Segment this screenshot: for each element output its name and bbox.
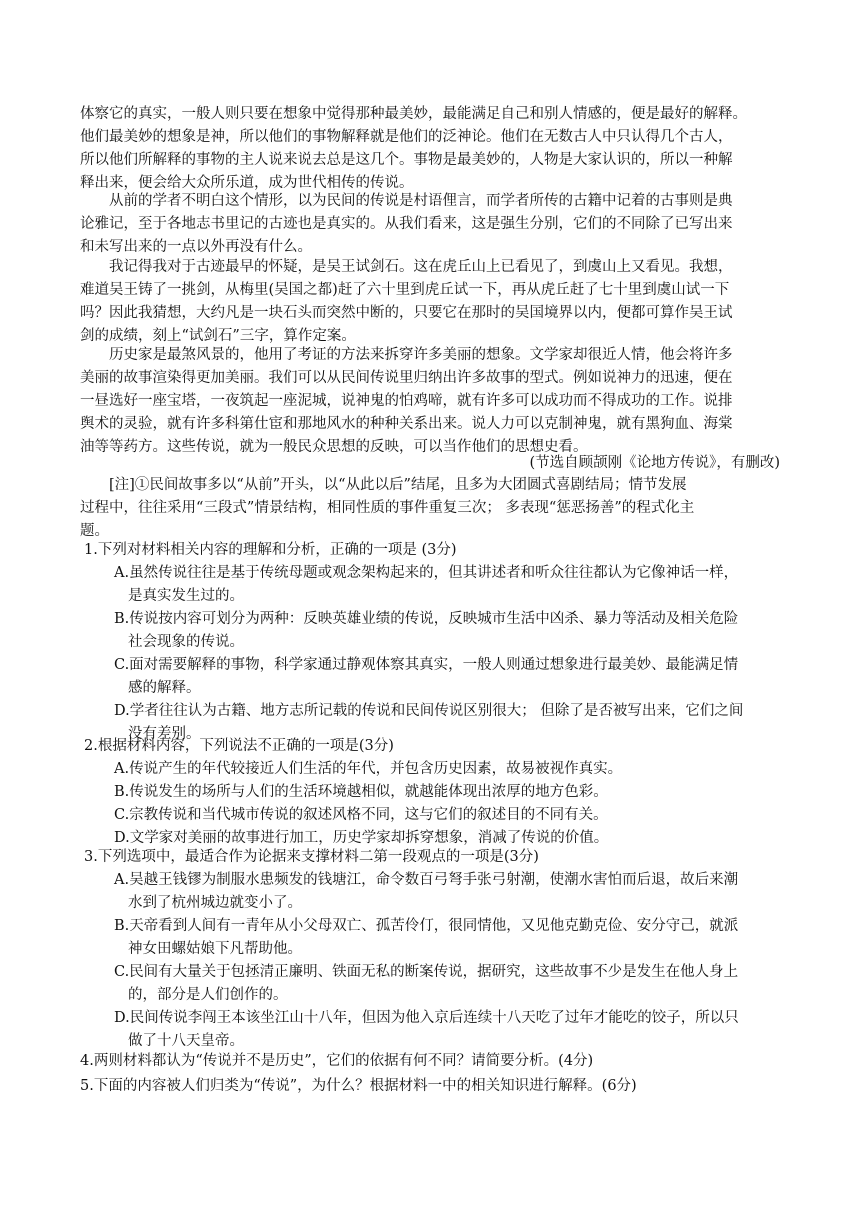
text-line: 所以他们所解释的事物的主人说来说去总是这几个。事物是最美妙的，人物是大家认识的，所以一种解 xyxy=(80,152,733,168)
option-text: C.民间有大量关于包拯清正廉明、铁面无私的断案传说，据研究，这些故事不少是发生在他人身上 xyxy=(114,964,739,980)
option-text: 社会现象的传说。 xyxy=(128,634,244,650)
text-line: 从前的学者不明白这个情形，以为民间的传说是村语俚言，而学者所传的古籍中记着的古事则是典 xyxy=(109,193,733,209)
option-text: 水到了杭州城边就变小了。 xyxy=(128,895,302,911)
passage-paragraph-1 xyxy=(80,103,780,195)
text-line: 体察它的真实，一般人则只要在想象中觉得那种最美妙，最能满足自己和别人情感的，便是最好的解释。 xyxy=(80,106,747,122)
text-line: 舆术的灵验，就有许多科第仕宦和那地风水的种种关系出来。说人力可以克制神鬼，就有黑狗血、海棠 xyxy=(80,416,733,432)
note-line: 过程中，往往采用“三段式”情景结构，相同性质的事件重复三次； 多表现“惩恶扬善”的程式化主 xyxy=(80,500,695,516)
text-line: 释出来，便会给大众所乐道，成为世代相传的传说。 xyxy=(80,175,414,191)
text-line: 难道吴王铸了一挑剑，从梅里(吴国之都)赶了六十里到虎丘试一下，再从虎丘赶了七十里到虞山试一下 xyxy=(80,282,730,298)
option-text: A.传说产生的年代较接近人们生活的年代，并包含历史因素，故易被视作真实。 xyxy=(114,761,623,777)
note-line: 题。 xyxy=(80,523,109,539)
question-5 xyxy=(80,1075,780,1098)
option-text: C.宗教传说和当代城市传说的叙述风格不同，这与它们的叙述目的不同有关。 xyxy=(114,807,608,823)
text-line: 油等等药方。这些传说，就为一般民众思想的反映，可以当作他们的思想史看。 xyxy=(80,439,588,455)
passage-note xyxy=(80,474,780,543)
passage-paragraph-4 xyxy=(80,344,780,459)
option-text: A.虽然传说往往是基于传统母题或观念架构起来的，但其讲述者和听众往往都认为它像神话一样， xyxy=(114,565,739,581)
text-line: 美丽的故事渲染得更加美丽。我们可以从民间传说里归纳出许多故事的型式。例如说神力的迅速，便在 xyxy=(80,370,733,386)
option-text: D.学者往往认为古籍、地方志所记载的传说和民间传说区别很大； 但除了是否被写出来，它们之间 xyxy=(114,703,744,719)
text-line: 和未写出来的一点以外再没有什么。 xyxy=(80,239,312,255)
option-text: B.天帝看到人间有一青年从小父母双亡、孤苦伶仃，很同情他，又见他克勤克俭、安分守己，就派 xyxy=(114,918,739,934)
text-line: 他们最美妙的想象是神，所以他们的事物解释就是他们的泛神论。他们在无数古人中只认得几个古人， xyxy=(80,129,733,145)
question-3 xyxy=(80,846,780,1053)
option-text: 没有差别。 xyxy=(128,726,201,742)
note-line: [注]①民间故事多以“从前”开头，以“从此以后”结尾，且多为大团圆式喜剧结局；情节发展 xyxy=(109,477,687,493)
option-text: C.面对需要解释的事物，科学家通过静观体察其真实，一般人则通过想象进行最美妙、最能满足情 xyxy=(114,657,739,673)
question-stem: 1.下列对材料相关内容的理解和分析，正确的一项是 (3分) xyxy=(84,542,457,558)
option-a[interactable] xyxy=(80,758,780,781)
option-text: 感的解释。 xyxy=(128,680,201,696)
question-4 xyxy=(80,1050,780,1073)
option-text: 的，部分是人们创作的。 xyxy=(128,987,288,1003)
option-d[interactable] xyxy=(80,1007,780,1053)
option-text: 是真实发生过的。 xyxy=(128,588,244,604)
option-b[interactable] xyxy=(80,781,780,804)
passage-paragraph-3 xyxy=(80,256,780,348)
option-text: 做了十八天皇帝。 xyxy=(128,1033,244,1049)
text-line: 历史家是最煞风景的，他用了考证的方法来拆穿许多美丽的想象。文学家却很近人情，他会将许多 xyxy=(109,347,733,363)
passage-source: (节选自顾颉刚《论地方传说》，有删改) xyxy=(529,455,780,471)
option-text: B.传说按内容可划分为两种：反映英雄业绩的传说，反映城市生活中凶杀、暴力等活动及相关危险 xyxy=(114,611,739,627)
question-stem: 5.下面的内容被人们归类为“传说”，为什么？根据材料一中的相关知识进行解释。(6分) xyxy=(80,1078,637,1094)
option-c[interactable] xyxy=(80,654,780,700)
question-stem: 2.根据材料内容，下列说法不正确的一项是(3分) xyxy=(84,738,394,754)
question-2 xyxy=(80,735,780,850)
option-text: B.传说发生的场所与人们的生活环境越相似，就越能体现出浓厚的地方色彩。 xyxy=(114,784,608,800)
text-line: 剑的成绩，刻上“试剑石”三字，算作定案。 xyxy=(80,328,356,344)
option-a[interactable] xyxy=(80,562,780,608)
option-b[interactable] xyxy=(80,915,780,961)
option-c[interactable] xyxy=(80,961,780,1007)
option-text: D.文学家对美丽的故事进行加工，历史学家却拆穿想象，消减了传说的价值。 xyxy=(114,830,609,846)
passage-paragraph-2 xyxy=(80,190,780,259)
option-text: D.民间传说李闯王本该坐江山十八年，但因为他入京后连续十八天吃了过年才能吃的饺子，所以只 xyxy=(114,1010,739,1026)
option-text: A.吴越王钱镠为制服水患频发的钱塘江，命令数百弓弩手张弓射潮，使潮水害怕而后退，故后来潮 xyxy=(114,872,739,888)
option-a[interactable] xyxy=(80,869,780,915)
text-line: 我记得我对于古迹最早的怀疑，是吴王试剑石。这在虎丘山上已看见了，到虞山上又看见。我想， xyxy=(109,259,733,275)
text-line: 吗？因此我猜想，大约凡是一块石头而突然中断的，只要它在那时的吴国境界以内，便都可算作吴王试 xyxy=(80,305,733,321)
text-line: 论雅记，至于各地志书里记的古迹也是真实的。从我们看来，这是强生分别，它们的不同除了已写出来 xyxy=(80,216,733,232)
question-1 xyxy=(80,539,780,746)
option-b[interactable] xyxy=(80,608,780,654)
question-stem: 3.下列选项中，最适合作为论据来支撑材料二第一段观点的一项是(3分) xyxy=(84,849,539,865)
text-line: 一昼选好一座宝塔，一夜筑起一座泥城，说神鬼的怕鸡啼，就有许多可以成功而不得成功的工作。说排 xyxy=(80,393,733,409)
question-stem: 4.两则材料都认为“传说并不是历史”，它们的依据有何不同？请简要分析。(4分) xyxy=(80,1053,594,1069)
option-c[interactable] xyxy=(80,804,780,827)
option-text: 神女田螺姑娘下凡帮助他。 xyxy=(128,941,302,957)
